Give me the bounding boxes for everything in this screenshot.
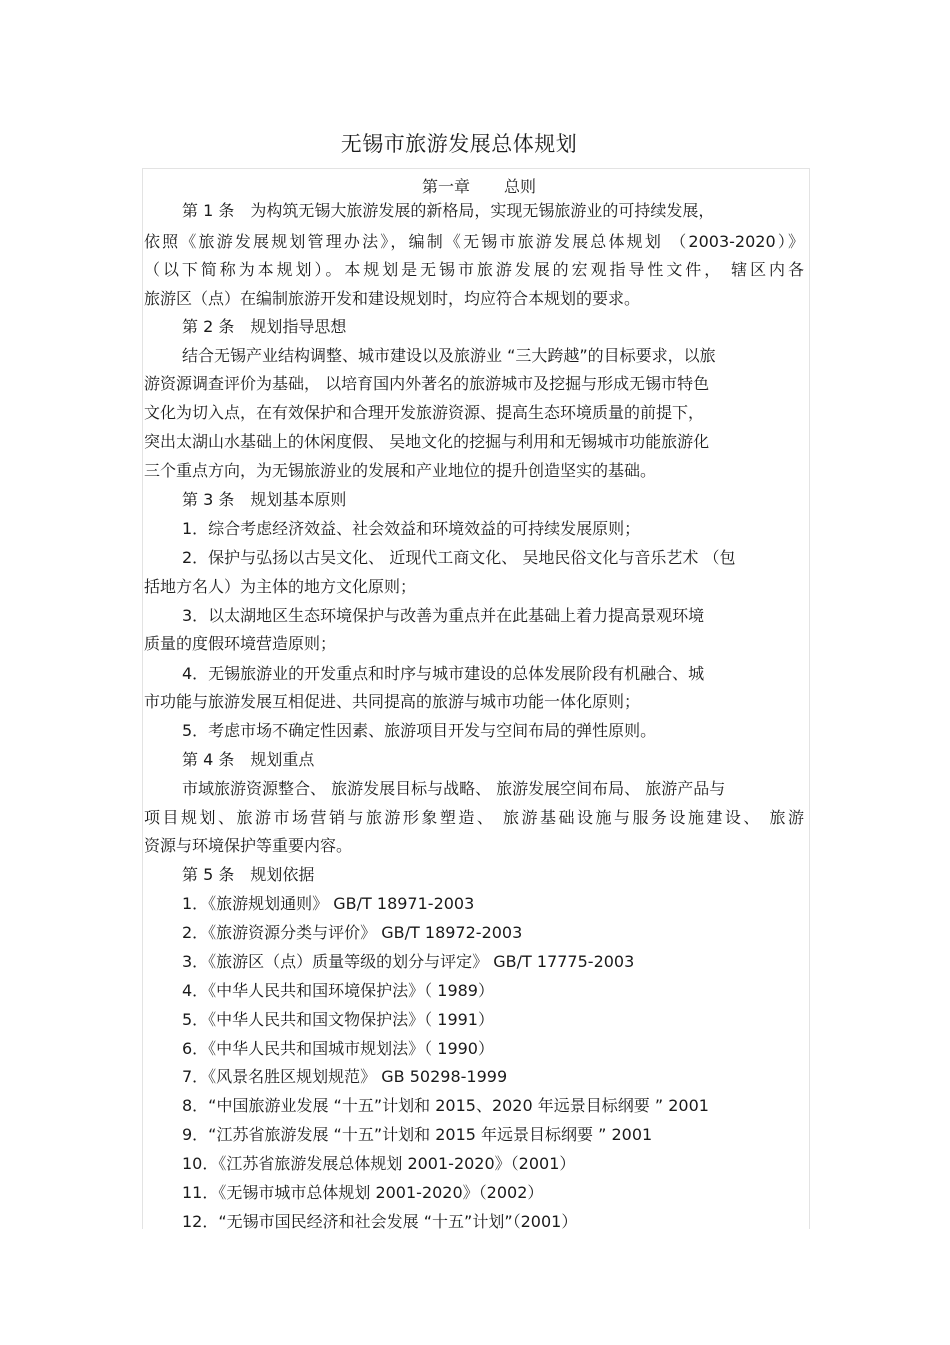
chapter-number: 第一章 [421, 177, 470, 196]
text-line: 质量的度假环境营造原则； [144, 634, 337, 653]
reference-item: 10．《江苏省旅游发展总体规划 2001-2020》（2001） [182, 1154, 576, 1173]
text-line: 结合无锡产业结构调整、城市建设以及旅游业 “三大跨越”的目标要求，以旅 [182, 346, 716, 365]
text-line: 市域旅游资源整合、 旅游发展目标与战略、 旅游发展空间布局、 旅游产品与 [182, 779, 726, 798]
reference-item: 6．《中华人民共和国城市规划法》（ 1990） [182, 1039, 494, 1058]
list-item: 2．保护与弘扬以古吴文化、 近现代工商文化、 吴地民俗文化与音乐艺术 （包 [182, 548, 736, 567]
reference-item: 1．《旅游规划通则》 GB/T 18971-2003 [182, 894, 475, 913]
chapter-heading [0, 174, 950, 197]
article-heading: 第 3 条 规划基本原则 [182, 490, 347, 509]
text-line: 市功能与旅游发展互相促进、共同提高的旅游与城市功能一体化原则； [144, 692, 641, 711]
text-line: 第 1 条 为构筑无锡大旅游发展的新格局，实现无锡旅游业的可持续发展， [182, 201, 715, 220]
article-heading: 第 4 条 规划重点 [182, 750, 315, 769]
text-line: 三个重点方向，为无锡旅游业的发展和产业地位的提升创造坚实的基础。 [144, 461, 657, 480]
text-line: 游资源调查评价为基础， 以培育国内外著名的旅游城市及挖掘与形成无锡市特色 [144, 374, 710, 393]
reference-item: 9．“江苏省旅游发展 “十五”计划和 2015 年远景目标纲要 ” 2001 [182, 1125, 653, 1144]
reference-item: 8．“中国旅游业发展 “十五”计划和 2015、2020 年远景目标纲要 ” 2001 [182, 1096, 709, 1115]
list-item: 4．无锡旅游业的开发重点和时序与城市建设的总体发展阶段有机融合、城 [182, 664, 705, 683]
text-line: 旅游区（点）在编制旅游开发和建设规划时，均应符合本规划的要求。 [144, 289, 641, 308]
chapter-name: 总则 [504, 177, 537, 196]
article-heading: 第 2 条 规划指导思想 [182, 317, 347, 336]
reference-item: 12．“无锡市国民经济和社会发展 “十五”计划”（2001） [182, 1212, 578, 1231]
reference-item: 3．《旅游区（点）质量等级的划分与评定》 GB/T 17775-2003 [182, 952, 635, 971]
reference-item: 4．《中华人民共和国环境保护法》（ 1989） [182, 981, 494, 1000]
article-heading: 第 5 条 规划依据 [182, 865, 315, 884]
reference-item: 5．《中华人民共和国文物保护法》（ 1991） [182, 1010, 494, 1029]
text-line: 资源与环境保护等重要内容。 [144, 836, 353, 855]
list-item: 1．综合考虑经济效益、社会效益和环境效益的可持续发展原则； [182, 519, 641, 538]
reference-item: 11．《无锡市城市总体规划 2001-2020》（2002） [182, 1183, 544, 1202]
reference-item: 2．《旅游资源分类与评价》 GB/T 18972-2003 [182, 923, 523, 942]
text-line: 依照《旅游发展规划管理办法》，编制《无锡市旅游发展总体规划 （2003-2020）》 [144, 232, 804, 251]
text-line: 突出太湖山水基础上的休闲度假、 吴地文化的挖掘与利用和无锡城市功能旅游化 [144, 432, 710, 451]
reference-item: 7．《风景名胜区规划规范》 GB 50298-1999 [182, 1067, 508, 1086]
text-line: （以下简称为本规划）。本规划是无锡市旅游发展的宏观指导性文件， 辖区内各 [144, 260, 804, 279]
text-line: 文化为切入点，在有效保护和合理开发旅游资源、提高生态环境质量的前提下， [144, 403, 705, 422]
list-item: 3．以太湖地区生态环境保护与改善为重点并在此基础上着力提高景观环境 [182, 606, 705, 625]
list-item: 5．考虑市场不确定性因素、旅游项目开发与空间布局的弹性原则。 [182, 721, 657, 740]
text-line: 项目规划、旅游市场营销与旅游形象塑造、 旅游基础设施与服务设施建设、 旅游 [144, 808, 804, 827]
document-title: 无锡市旅游发展总体规划 [340, 132, 578, 156]
text-line: 括地方名人）为主体的地方文化原则； [144, 577, 417, 596]
